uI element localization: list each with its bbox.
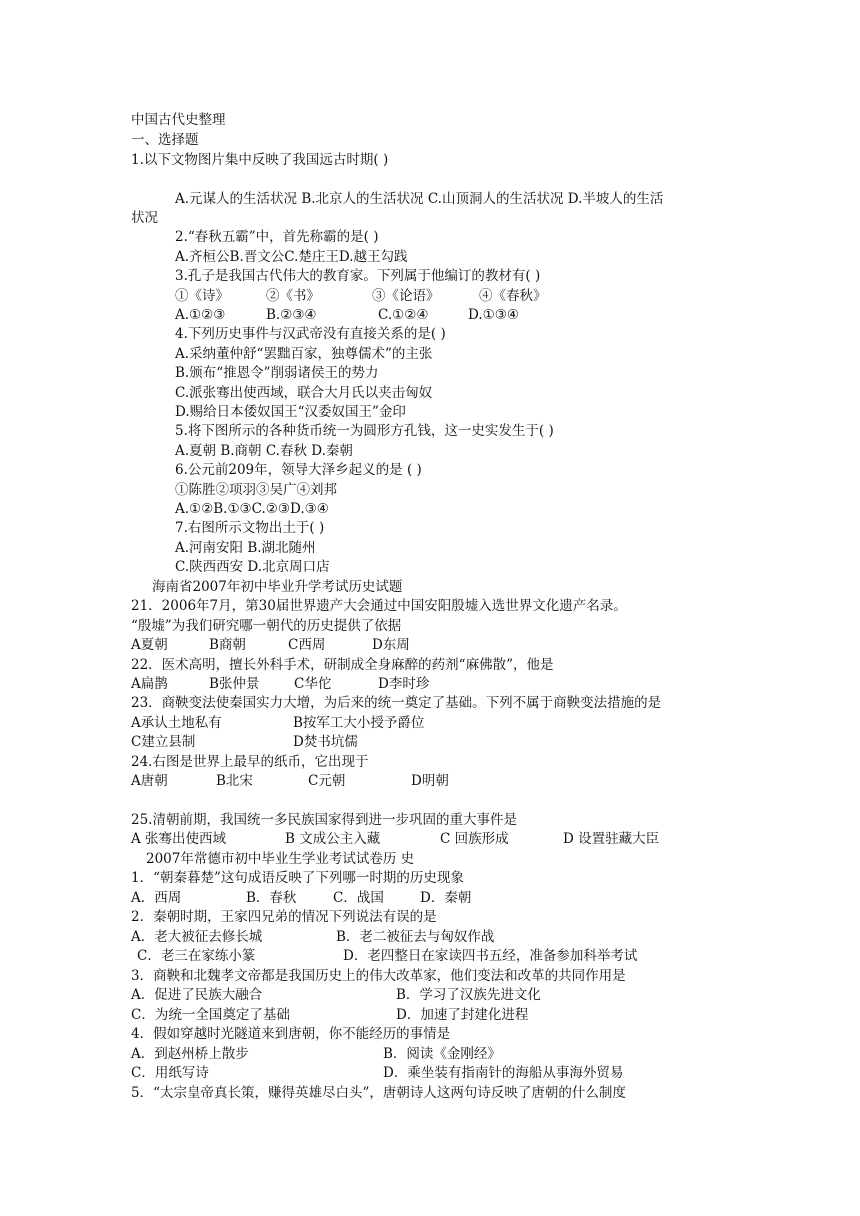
question-3-changde: 3．商鞅和北魏孝文帝都是我国历史上的伟大改革家，他们变法和改革的共同作用是 [131, 968, 626, 984]
question-5-options: A.夏朝 B.商朝 C.春秋 D.秦朝 [175, 443, 353, 459]
option: A承认土地私有 [131, 715, 222, 731]
option: D 设置驻藏大臣 [563, 831, 660, 847]
list-item: ③《论语》 [372, 288, 440, 304]
question-23-options-row2 [0, 733, 860, 752]
question-23-options-row1 [0, 714, 860, 733]
question-22: 22．医术高明，擅长外科手术，研制成全身麻醉的药剂“麻佛散”，他是 [131, 657, 554, 673]
document-title: 中国古代史整理 [131, 112, 226, 128]
question-4-option-c: C.派张骞出使西域，联合大月氏以夹击匈奴 [175, 385, 433, 401]
option: B.②③④ [266, 307, 317, 323]
option: D李时珍 [378, 676, 430, 692]
option: D．老四整日在家读四书五经，准备参加科举考试 [343, 948, 638, 964]
option: C 回族形成 [440, 831, 509, 847]
question-5: 5.将下图所示的各种货币统一为圆形方孔钱，这一史实发生于( ) [175, 423, 554, 439]
section-heading: 一、选择题 [131, 132, 199, 148]
question-1: 1.以下文物图片集中反映了我国远古时期( ) [131, 152, 389, 168]
question-25: 25.清朝前期，我国统一多民族国家得到进一步巩固的重大事件是 [131, 812, 517, 828]
question-4-option-d: D.赐给日本倭奴国王“汉委奴国王”金印 [175, 404, 406, 420]
question-7-options-a: A.河南安阳 B.湖北随州 [175, 540, 316, 556]
option: A．到赵州桥上散步 [131, 1046, 249, 1062]
option: C西周 [288, 637, 326, 653]
option: A．促进了民族大融合 [131, 987, 263, 1003]
option: C．为统一全国奠定了基础 [131, 1007, 290, 1023]
option: A．西周 [131, 890, 182, 906]
question-4-changde-options-row1 [0, 1045, 860, 1064]
question-2-changde-options-row1 [0, 928, 860, 947]
question-25-options [0, 830, 860, 849]
option: B张仲景 [209, 676, 260, 692]
question-2-changde-options-row2 [0, 947, 860, 966]
option: D焚书坑儒 [293, 734, 358, 750]
question-3-changde-options-row2 [0, 1006, 860, 1025]
option: B．学习了汉族先进文化 [396, 987, 541, 1003]
option: A扁鹊 [131, 676, 168, 692]
option: C建立县制 [131, 734, 196, 750]
option: C．战国 [333, 890, 384, 906]
question-1-changde: 1．“朝秦暮楚”这句成语反映了下列哪一时期的历史现象 [131, 870, 464, 886]
option: D．加速了封建化进程 [396, 1007, 529, 1023]
question-3: 3.孔子是我国古代伟大的教育家。下列属于他编订的教材有( ) [175, 268, 541, 284]
question-2-changde: 2．秦朝时期，王家四兄弟的情况下列说法有误的是 [131, 909, 437, 925]
question-7: 7.右图所示文物出土于( ) [175, 520, 325, 536]
question-4-changde: 4．假如穿越时光隧道来到唐朝，你不能经历的事情是 [131, 1026, 451, 1042]
question-4: 4.下列历史事件与汉武帝没有直接关系的是( ) [175, 326, 446, 342]
option: B商朝 [209, 637, 246, 653]
question-3-items [0, 287, 860, 306]
option: C．老三在家练小篆 [137, 948, 256, 964]
question-4-changde-options-row2 [0, 1064, 860, 1083]
option: D东周 [372, 637, 410, 653]
list-item: ②《书》 [266, 288, 320, 304]
option: C．用纸写诗 [131, 1065, 209, 1081]
option: D．秦朝 [420, 890, 472, 906]
exam-heading-changde: 2007年常德市初中毕业生学业考试试卷历 史 [146, 851, 415, 867]
question-4-option-a: A.采纳董仲舒“罢黜百家，独尊儒术”的主张 [175, 346, 433, 362]
question-1-options-wrap: 状况 [131, 210, 158, 226]
option: A．老大被征去修长城 [131, 929, 263, 945]
option: A.①②③ [175, 307, 226, 323]
option: B北宋 [216, 773, 253, 789]
question-21-cont: “殷墟”为我们研究哪一朝代的历史提供了依据 [131, 618, 402, 634]
option: A唐朝 [131, 773, 168, 789]
option: B．春秋 [246, 890, 297, 906]
option: A夏朝 [131, 637, 168, 653]
question-5-changde: 5．“太宗皇帝真长策，赚得英雄尽白头”，唐朝诗人这两句诗反映了唐朝的什么制度 [131, 1085, 626, 1101]
question-7-options-b: C.陕西西安 D.北京周口店 [175, 559, 330, 575]
question-6-options: A.①②B.①③C.②③D.③④ [175, 501, 329, 517]
question-24-options [0, 772, 860, 791]
question-2: 2.“春秋五霸”中，首先称霸的是( ) [175, 229, 379, 245]
option: D．乘坐装有指南针的海船从事海外贸易 [383, 1065, 624, 1081]
option: C.①②④ [378, 307, 429, 323]
list-item: ①《诗》 [175, 288, 229, 304]
question-21-options [0, 636, 860, 655]
option: B 文成公主入藏 [285, 831, 381, 847]
option: C元朝 [308, 773, 346, 789]
list-item: ④《春秋》 [479, 288, 547, 304]
question-21: 21．2006年7月，第30届世界遗产大会通过中国安阳殷墟入选世界文化遗产名录。 [131, 598, 627, 614]
question-24: 24.右图是世界上最早的纸币，它出现于 [131, 754, 369, 770]
option: B．老二被征去与匈奴作战 [336, 929, 495, 945]
question-6-items: ①陈胜②项羽③吴广④刘邦 [175, 482, 337, 498]
question-1-options: A.元谋人的生活状况 B.北京人的生活状况 C.山顶洞人的生活状况 D.半坡人的生活 [175, 191, 664, 207]
question-22-options [0, 675, 860, 694]
question-1-changde-options [0, 889, 860, 908]
option: D.①③④ [468, 307, 519, 323]
question-3-changde-options-row1 [0, 986, 860, 1005]
question-23: 23．商鞅变法使秦国实力大增，为后来的统一奠定了基础。下列不属于商鞅变法措施的是 [131, 695, 662, 711]
option: D明朝 [411, 773, 449, 789]
exam-heading-hainan: 海南省2007年初中毕业升学考试历史试题 [152, 579, 403, 595]
question-6: 6.公元前209年，领导大泽乡起义的是 ( ) [175, 462, 422, 478]
option: A 张骞出使西域 [131, 831, 227, 847]
option: B．阅读《金刚经》 [383, 1046, 501, 1062]
option: B按军工大小授予爵位 [293, 715, 425, 731]
question-2-options: A.齐桓公B.晋文公C.楚庄王D.越王勾践 [175, 249, 408, 265]
question-3-options [0, 306, 860, 325]
question-4-option-b: B.颁布“推恩令”削弱诸侯王的势力 [175, 365, 379, 381]
option: C华佗 [294, 676, 332, 692]
